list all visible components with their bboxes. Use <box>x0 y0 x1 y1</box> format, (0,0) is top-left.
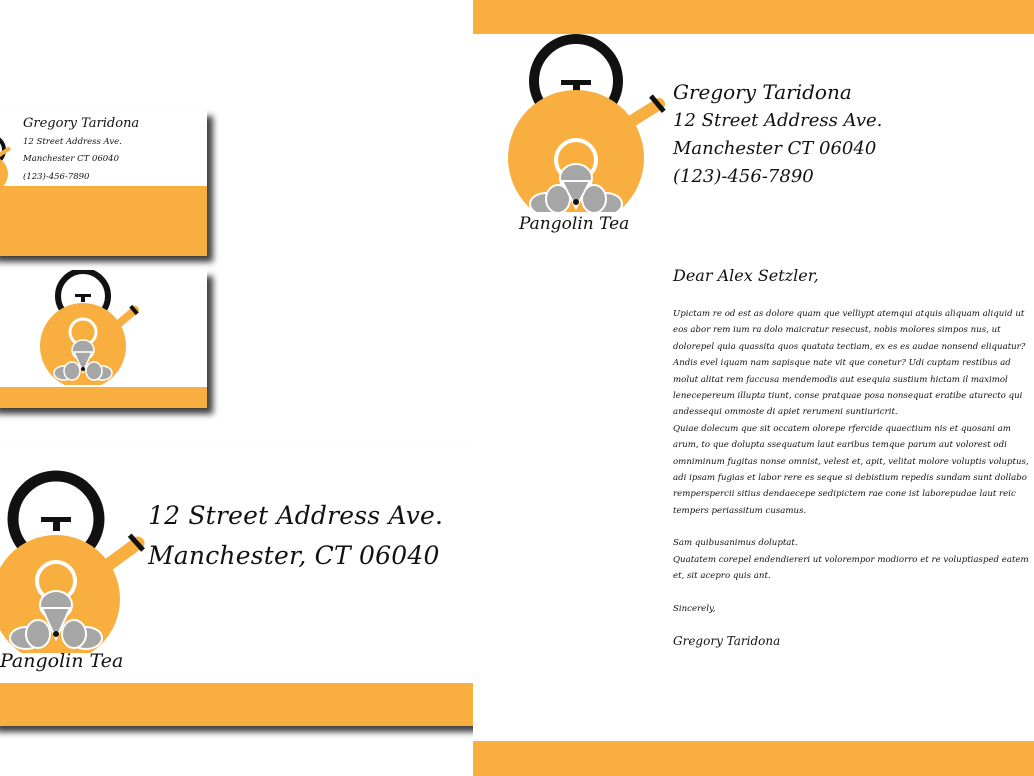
sender-phone: (123)-456-7890 <box>673 166 814 187</box>
letterhead <box>473 0 1034 776</box>
card-back-band <box>0 387 207 408</box>
sender-city: Manchester CT 06040 <box>673 138 877 159</box>
sender-street: 12 Street Address Ave. <box>673 110 883 131</box>
card-front-band <box>0 186 207 256</box>
letter-signature: Gregory Taridona <box>673 633 781 648</box>
card-phone: (123)-456-7890 <box>23 172 90 182</box>
teapot-logo-icon <box>0 130 14 190</box>
letterhead-bottom-band <box>473 741 1034 776</box>
business-card-back <box>0 270 207 408</box>
envelope-street: 12 Street Address Ave. <box>148 501 444 530</box>
sender-name: Gregory Taridona <box>673 80 852 104</box>
envelope-logo-text: Pangolin Tea <box>0 650 124 672</box>
letter-paragraph: Quiae dolecum que sit occatem olorepe rfercide quaectium nis et quosani am arum, to que dolupta ssequatum laut earibus temque parum aut volorest odi omniminum fugitas nonse omnist, velest et, apit, velitat molore voluptis voluptus, adi ipsam fugias et labor rere es seque si debistium repedis sundam sunt dollabo remperspercii sitius dendaecepe sedipictem rae cone ist laborepudae laut reic tempers periassitum cusamus. <box>673 423 1029 516</box>
letter-paragraph: Upictam re od est as dolore quam que velliypt atemqui atquis aliquam aliquid ut eos abor rem ium ra dolo maicratur resecust, nobis molores simpos nus, ut dolorepel quia quassita quos quatata tectiam, ex es es audae nonsend eliquatur? Andis evel iquam nam sapisque nate vit que conetur? Udi cuptam restibus ad molut alitat rem faccusa mendemodis aut esequia sustium hictam il maximol lenecepereum illupta tiunt, conse pratquae posa nonsequat eratibe aturecto qui andessequi ommoste di apiet rerumeni suntiuricrit. <box>673 309 1026 418</box>
card-city: Manchester CT 06040 <box>23 154 119 164</box>
letter-paragraph: Sam quibusanimus doluptat. <box>673 538 798 549</box>
letter-closing: Sincerely, <box>673 603 716 614</box>
business-card-front <box>0 110 207 256</box>
teapot-logo-icon <box>30 270 150 390</box>
letter-paragraph: Quatatem corepel endendiereri ut volorempor modiorro et re voluptiasped eatem et, sit acepro quis ant. <box>673 554 1029 582</box>
card-name: Gregory Taridona <box>23 116 140 131</box>
letterhead-top-band <box>473 0 1034 34</box>
letter-greeting: Dear Alex Setzler, <box>673 266 819 285</box>
letterhead-logo-text: Pangolin Tea <box>519 214 630 234</box>
card-street: 12 Street Address Ave. <box>23 137 122 147</box>
teapot-logo-icon <box>0 471 153 671</box>
teapot-logo-icon <box>503 36 673 226</box>
letter-body <box>673 306 1033 649</box>
envelope-city: Manchester, CT 06040 <box>148 541 440 570</box>
